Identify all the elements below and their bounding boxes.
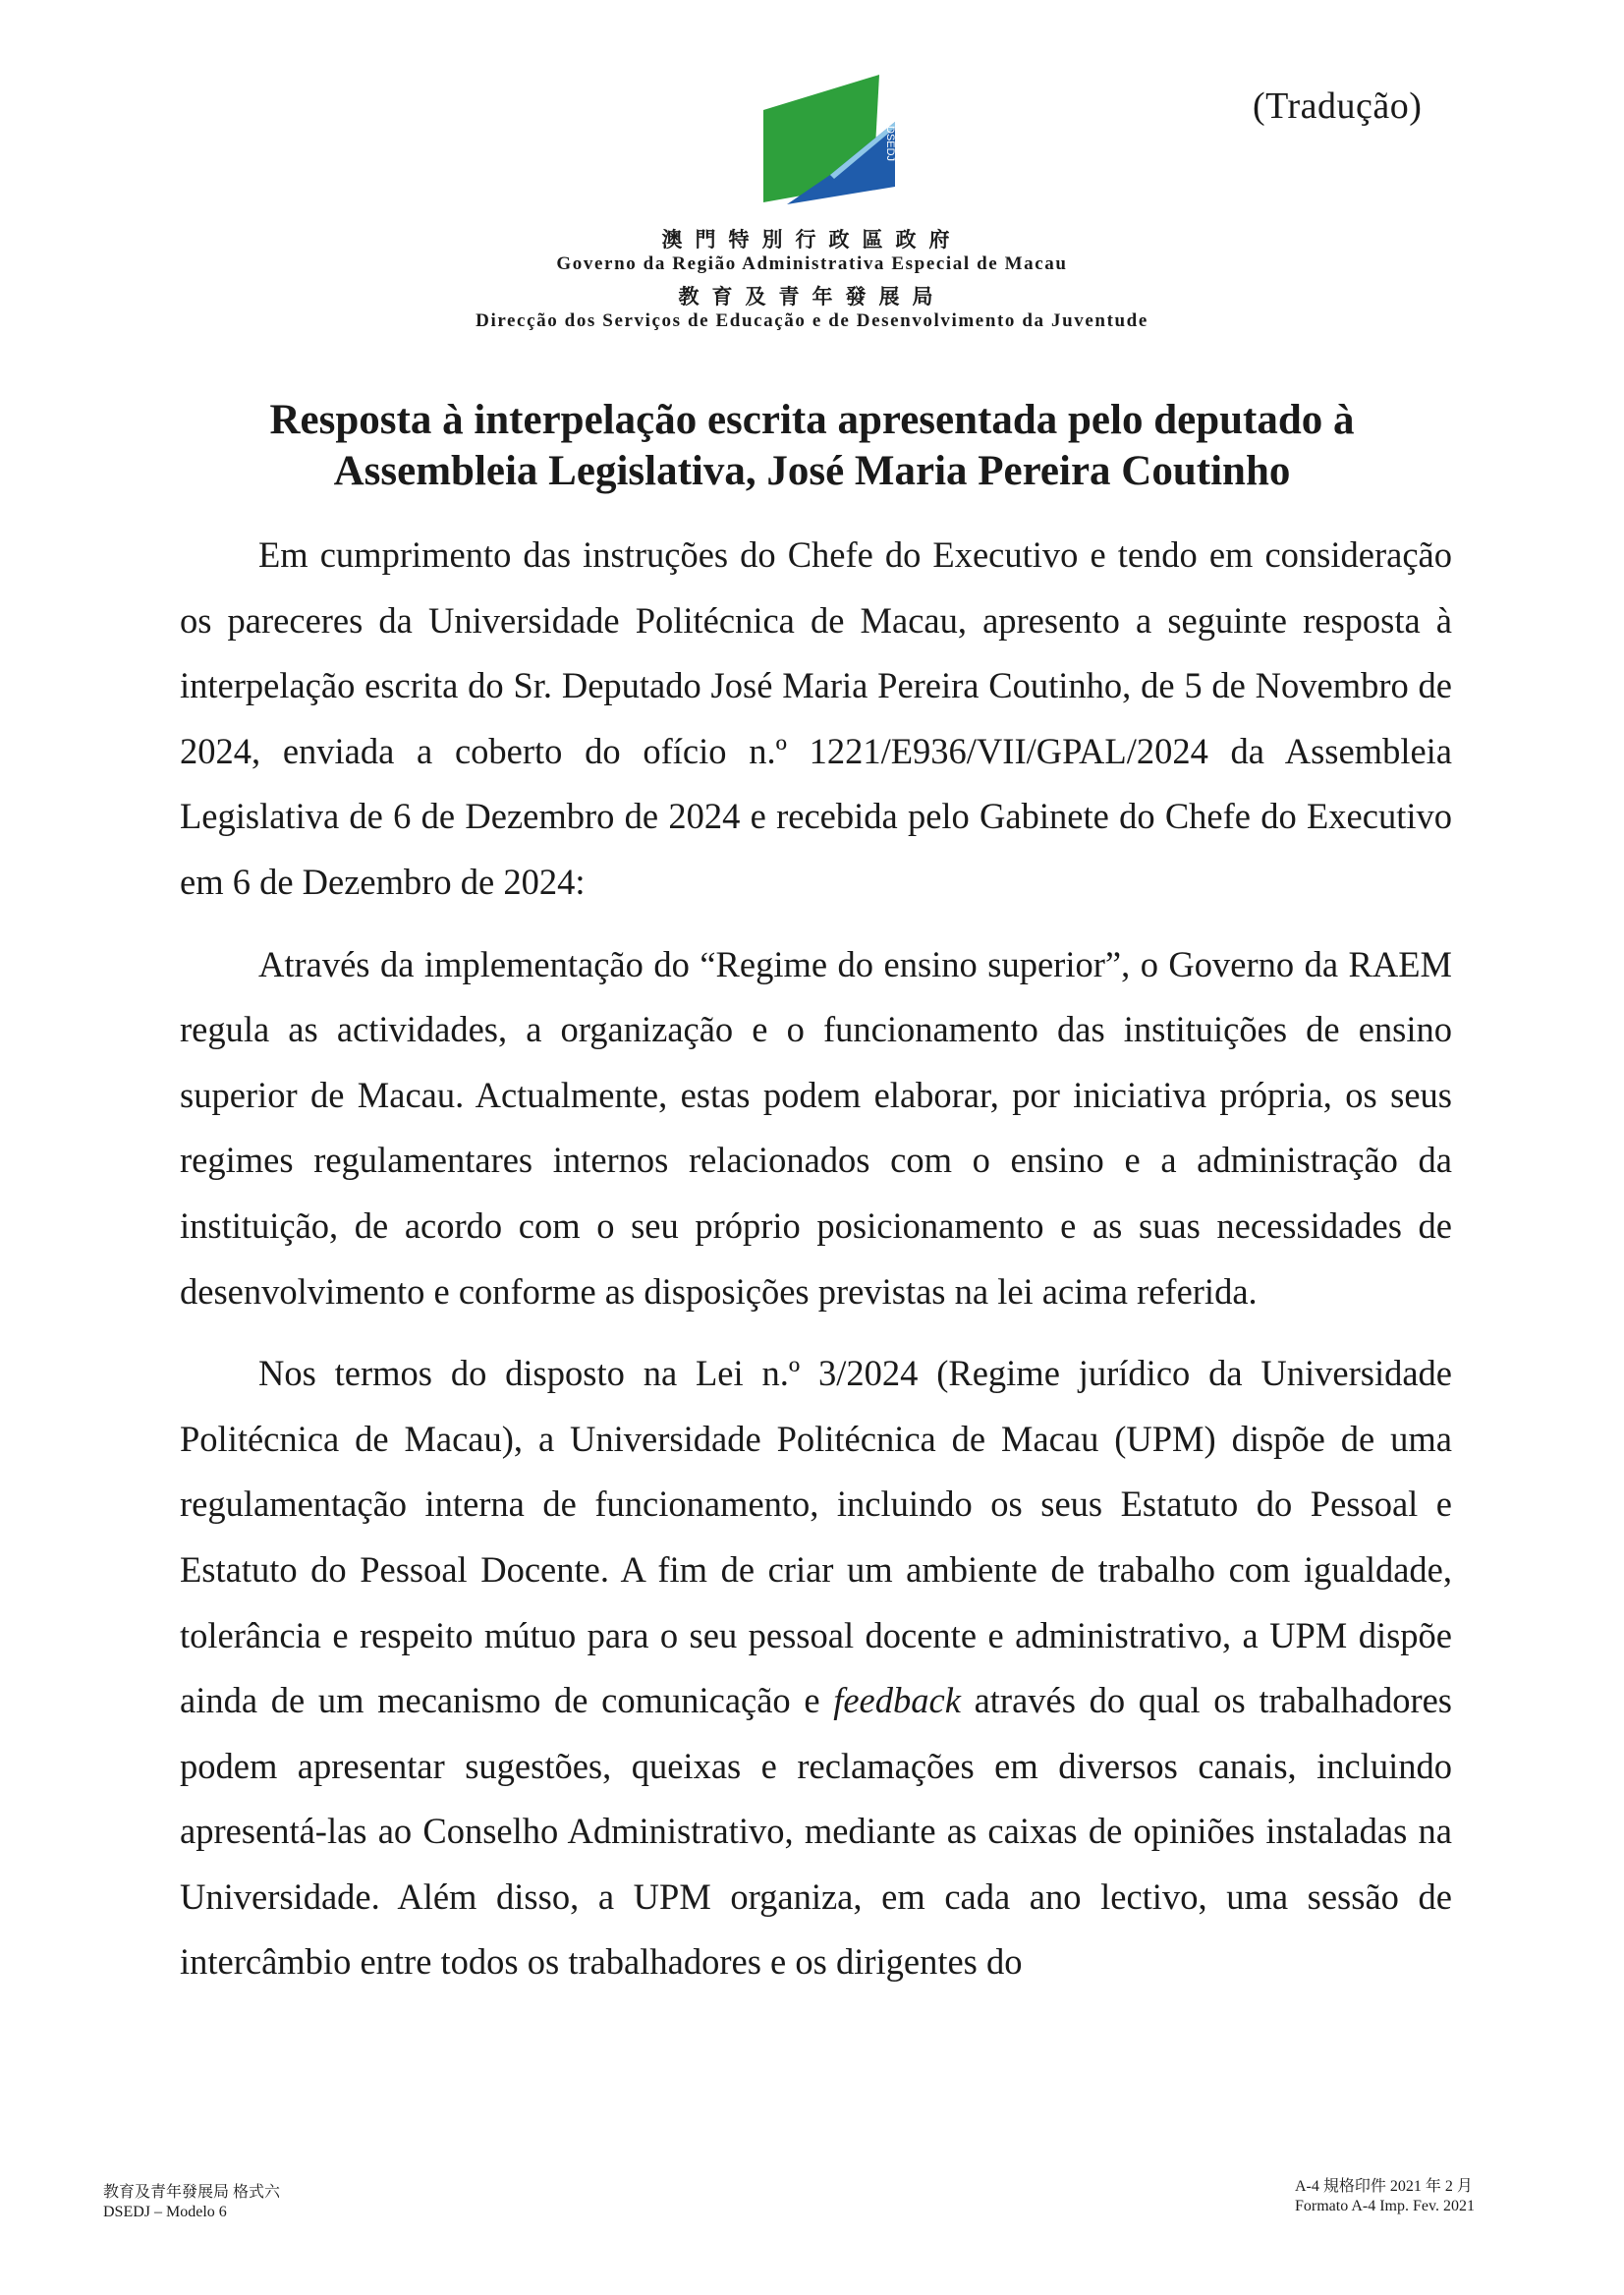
paragraph-3-text-cont: através do qual os trabalhadores podem apresentar sugestões, queixas e reclamações em diversos canais, incluindo apresentá-las ao Conselho Administrativo, mediante as caixas de opiniões instaladas na Universidade. Além disso, a UPM organiza, em cada ano lectivo, uma sessão de intercâmbio entre todos os trabalhadores e os dirigentes do xyxy=(180,1680,1452,1983)
footer-format-pt: Formato A-4 Imp. Fev. 2021 xyxy=(1295,2198,1475,2214)
paragraph-1: Em cumprimento das instruções do Chefe do Executivo e tendo em consideração os pareceres da Universidade Politécnica de Macau, apresento a seguinte resposta à interpelação escrita do Sr. Deputado José Maria Pereira Coutinho, de 5 de Novembro de 2024, enviada a coberto do ofício n.º 1221/E936/VII/GPAL/2024 da Assembleia Legislativa de 6 de Dezembro de 2024 e recebida pelo Gabinete do Chefe do Executivo em 6 de Dezembro de 2024: xyxy=(180,534,1452,902)
dept-name-cn: 教育及青年發展局 xyxy=(678,285,946,308)
gov-name-cn: 澳門特別行政區政府 xyxy=(661,228,963,252)
dsedj-logo xyxy=(761,69,907,208)
paragraph-3-italic-term: feedback xyxy=(833,1680,961,1721)
translation-note: (Tradução) xyxy=(1253,85,1423,127)
paragraph-3 xyxy=(180,1341,1452,1995)
title-line-1: Resposta à interpelação escrita apresentada pelo deputado à xyxy=(269,397,1355,443)
document-body xyxy=(180,523,1452,2012)
title-line-2: Assembleia Legislativa, José Maria Pereira Coutinho xyxy=(333,448,1291,494)
footer-form-cn: 教育及青年發展局 格式六 xyxy=(103,2184,281,2201)
paragraph-3-text: Nos termos do disposto na Lei n.º 3/2024 (Regime jurídico da Universidade Politécnica de Macau), a Universidade Politécnica de Macau (UPM) dispõe de uma regulamentação interna de funcionamento, incluindo os seus Estatuto do Pessoal e Estatuto do Pessoal Docente. A fim de criar um ambiente de trabalho com igualdade, tolerância e respeito mútuo para o seu pessoal docente e administrativo, a UPM dispõe ainda de um mecanismo de comunicação e xyxy=(180,1353,1452,1721)
logo-text: DSEDJ xyxy=(884,126,896,162)
dept-name-pt: Direcção dos Serviços de Educação e de Desenvolvimento da Juventude xyxy=(476,310,1148,331)
paragraph-2: Através da implementação do “Regime do ensino superior”, o Governo da RAEM regula as actividades, a organização e o funcionamento das instituições de ensino superior de Macau. Actualmente, estas podem elaborar, por iniciativa própria, os seus regimes regulamentares internos relacionados com o ensino e a administração da instituição, de acordo com o seu próprio posicionamento e as suas necessidades de desenvolvimento e conforme as disposições previstas na lei acima referida. xyxy=(180,943,1452,1312)
footer-form-pt: DSEDJ – Modelo 6 xyxy=(103,2204,227,2220)
footer-form-id xyxy=(103,2183,280,2222)
gov-name-pt: Governo da Região Administrativa Especial de Macau xyxy=(556,253,1068,274)
footer-format-cn: A-4 規格印件 2021 年 2 月 xyxy=(1295,2178,1473,2195)
document-title xyxy=(0,395,1624,497)
footer-print-format xyxy=(1295,2177,1475,2216)
